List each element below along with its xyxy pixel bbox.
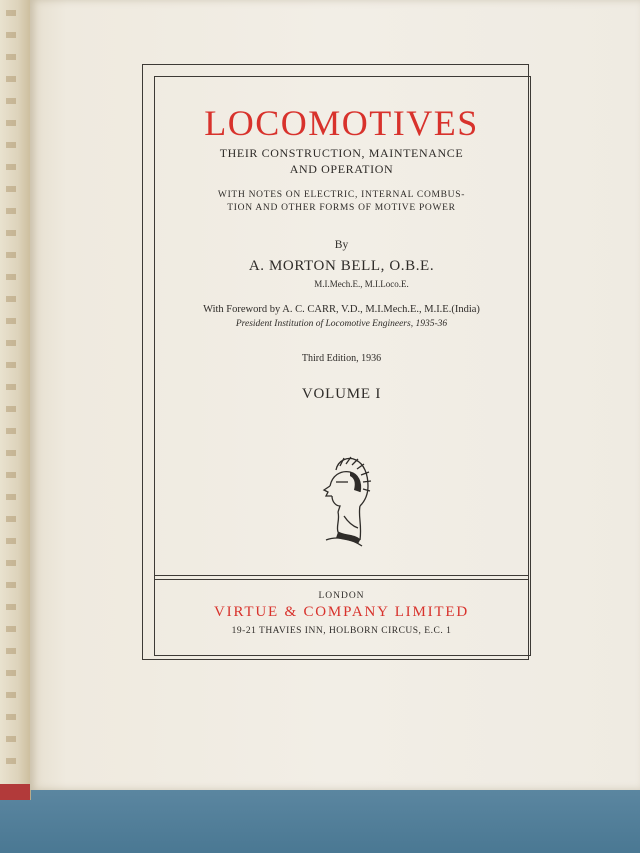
subtitle-line-2: AND OPERATION bbox=[289, 162, 394, 176]
author-qualifications: M.I.Mech.E., M.I.Loco.E. bbox=[314, 279, 409, 289]
book-title: LOCOMOTIVES bbox=[204, 103, 479, 143]
book-cover-edge bbox=[0, 0, 31, 800]
notes-line-1: WITH NOTES ON ELECTRIC, INTERNAL COMBUS- bbox=[217, 190, 466, 200]
edition-line: Third Edition, 1936 bbox=[301, 353, 382, 364]
by-line: By bbox=[334, 239, 349, 251]
foreword-credit: With Foreword by A. C. CARR, V.D., M.I.Mech.E., M.I.E.(India) bbox=[203, 304, 480, 315]
double-rule-top bbox=[154, 575, 529, 576]
title-page bbox=[30, 0, 640, 790]
page-edge-stain bbox=[6, 10, 16, 770]
publisher-address: 19-21 THAVIES INN, HOLBORN CIRCUS, E.C. 1 bbox=[231, 626, 452, 636]
foreword-author-title: President Institution of Locomotive Engineers, 1935-36 bbox=[235, 319, 448, 329]
table-surface bbox=[0, 790, 640, 853]
subtitle-line-1: THEIR CONSTRUCTION, MAINTENANCE bbox=[219, 146, 464, 160]
title-page-content bbox=[154, 76, 529, 654]
double-rule-bottom bbox=[154, 579, 529, 580]
publication-city: LONDON bbox=[318, 591, 365, 601]
notes-line-2: TION AND OTHER FORMS OF MOTIVE POWER bbox=[227, 203, 456, 213]
volume-number: VOLUME I bbox=[301, 386, 382, 402]
red-cloth-binding bbox=[0, 784, 30, 800]
publisher-name: VIRTUE & COMPANY LIMITED bbox=[214, 604, 469, 620]
athena-emblem-icon bbox=[314, 456, 374, 548]
author-name: A. MORTON BELL, O.B.E. bbox=[248, 258, 435, 274]
